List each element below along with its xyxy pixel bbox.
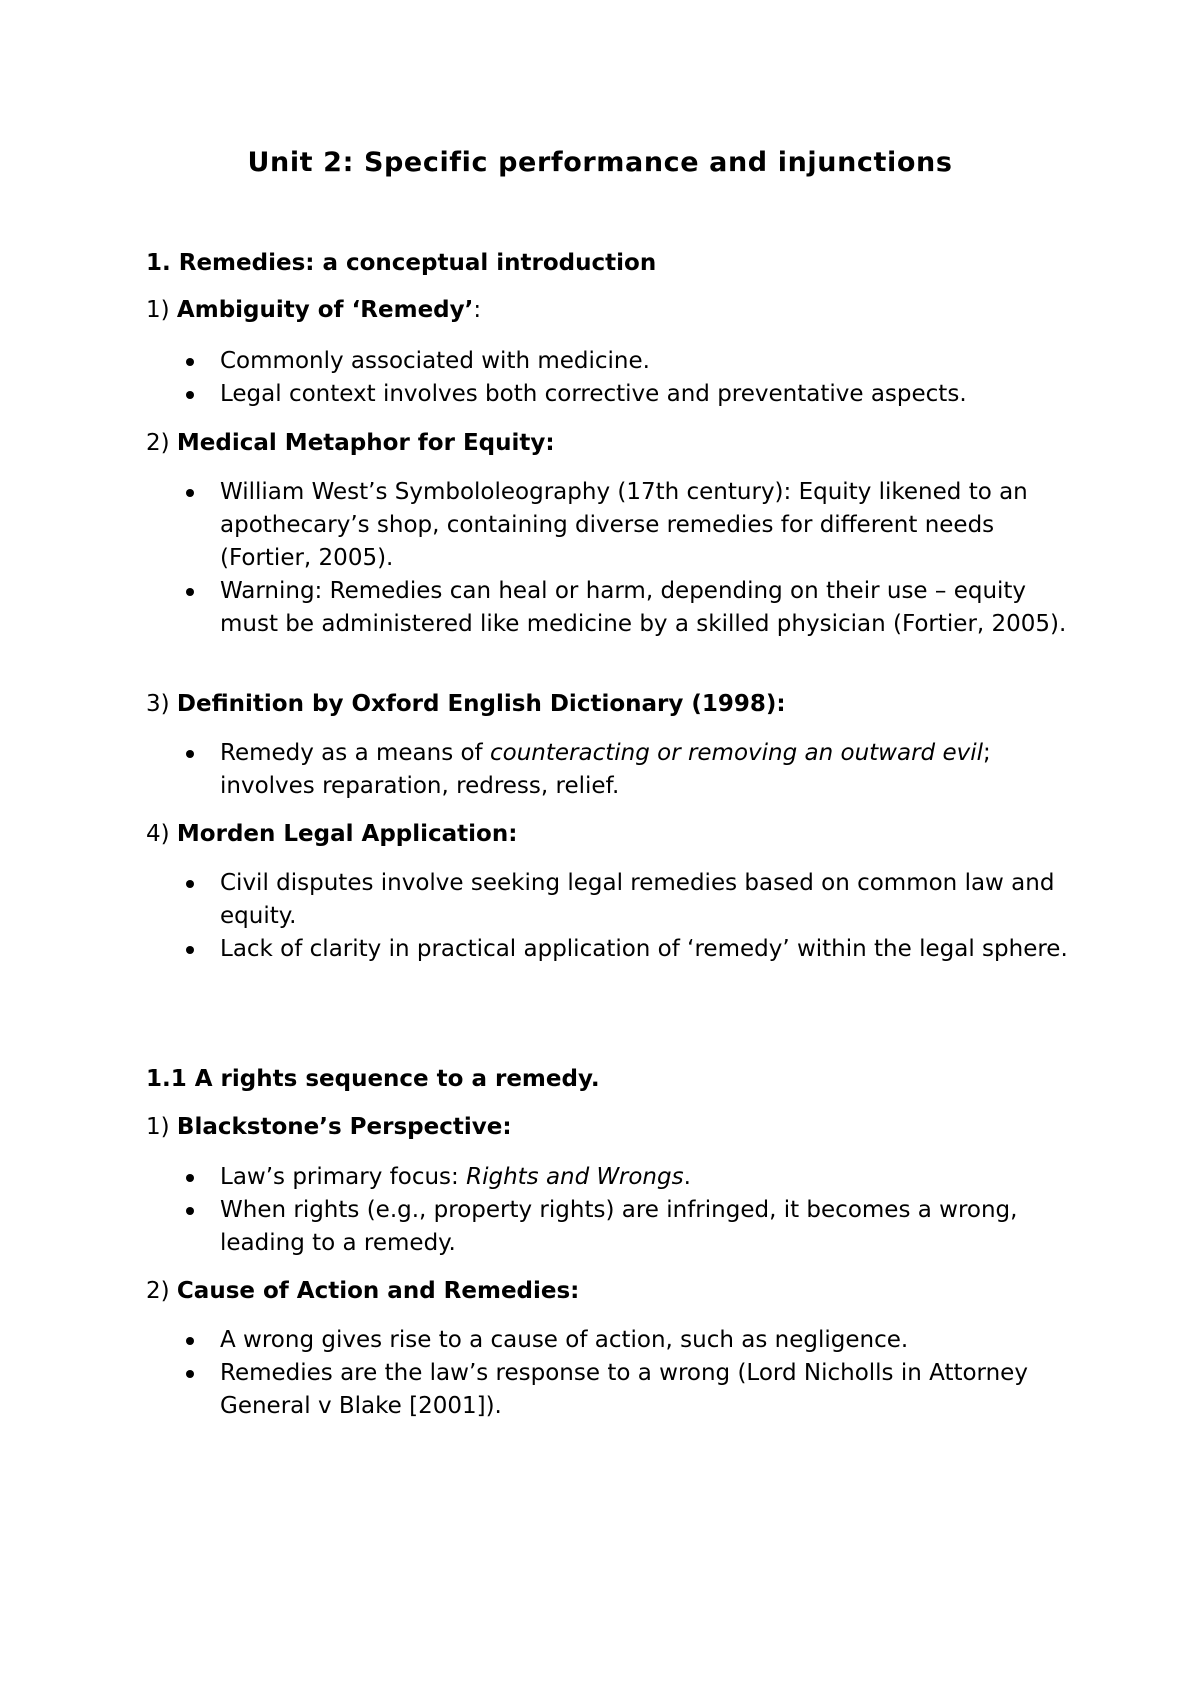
list-item: A wrong gives rise to a cause of action, such as negligence. [146,1324,1076,1357]
bullet-list-ambiguity [146,345,1076,411]
item-number: 1) [146,297,170,323]
item-number: 1) [146,1114,170,1140]
item-label: Morden Legal Application: [176,821,518,847]
item-label: Medical Metaphor for Equity: [176,430,555,456]
subheading-blackstone [146,1112,512,1142]
item-label: Ambiguity of ‘Remedy’ [176,297,474,323]
text-run: Remedy as a means of [220,740,490,766]
subheading-ambiguity [146,295,481,325]
list-item: Commonly associated with medicine. [146,345,1076,378]
list-item: Civil disputes involve seeking legal remedies based on common law and equity. [146,867,1076,933]
list-item: When rights (e.g., property rights) are infringed, it becomes a wrong, leading to a remedy. [146,1194,1076,1260]
subheading-oed-definition [146,689,786,719]
subheading-modern-application [146,819,517,849]
item-number: 2) [146,430,170,456]
section-heading-1-1: 1.1 A rights sequence to a remedy. [146,1066,600,1092]
item-label: Cause of Action and Remedies: [176,1278,580,1304]
list-item: Lack of clarity in practical application of ‘remedy’ within the legal sphere. [146,933,1076,966]
subheading-medical-metaphor [146,428,555,458]
list-item: William West’s Symbololeography (17th century): Equity likened to an apothecary’s shop, containing diverse remedies for different needs (Fortier, 2005). [146,476,1076,575]
list-item [146,1161,1076,1194]
text-run: . [683,1164,691,1190]
italic-phrase: Rights and Wrongs [466,1164,684,1190]
list-item [146,737,1076,803]
item-number: 2) [146,1278,170,1304]
list-item: Remedies are the law’s response to a wrong (Lord Nicholls in Attorney General v Blake [2001]). [146,1357,1076,1423]
item-number: 3) [146,691,170,717]
subheading-cause-of-action [146,1276,579,1306]
item-suffix: : [473,297,482,323]
item-label: Definition by Oxford English Dictionary (1998): [176,691,786,717]
list-item: Warning: Remedies can heal or harm, depending on their use – equity must be administered like medicine by a skilled physician (Fortier, 2005). [146,575,1076,641]
bullet-list-blackstone [146,1161,1076,1260]
item-number: 4) [146,821,170,847]
bullet-list-cause-of-action [146,1324,1076,1423]
list-item: Legal context involves both corrective and preventative aspects. [146,378,1076,411]
bullet-list-medical-metaphor [146,476,1076,641]
section-heading-1: 1. Remedies: a conceptual introduction [146,250,657,276]
bullet-list-oed-definition [146,737,1076,803]
page-title: Unit 2: Specific performance and injunctions [247,147,953,178]
italic-phrase: counteracting or removing an outward evil [489,740,983,766]
text-run: Law’s primary focus: [220,1164,467,1190]
bullet-list-modern-application [146,867,1076,966]
item-label: Blackstone’s Perspective: [176,1114,512,1140]
text-run: ; involves reparation, redress, relief. [220,740,991,799]
